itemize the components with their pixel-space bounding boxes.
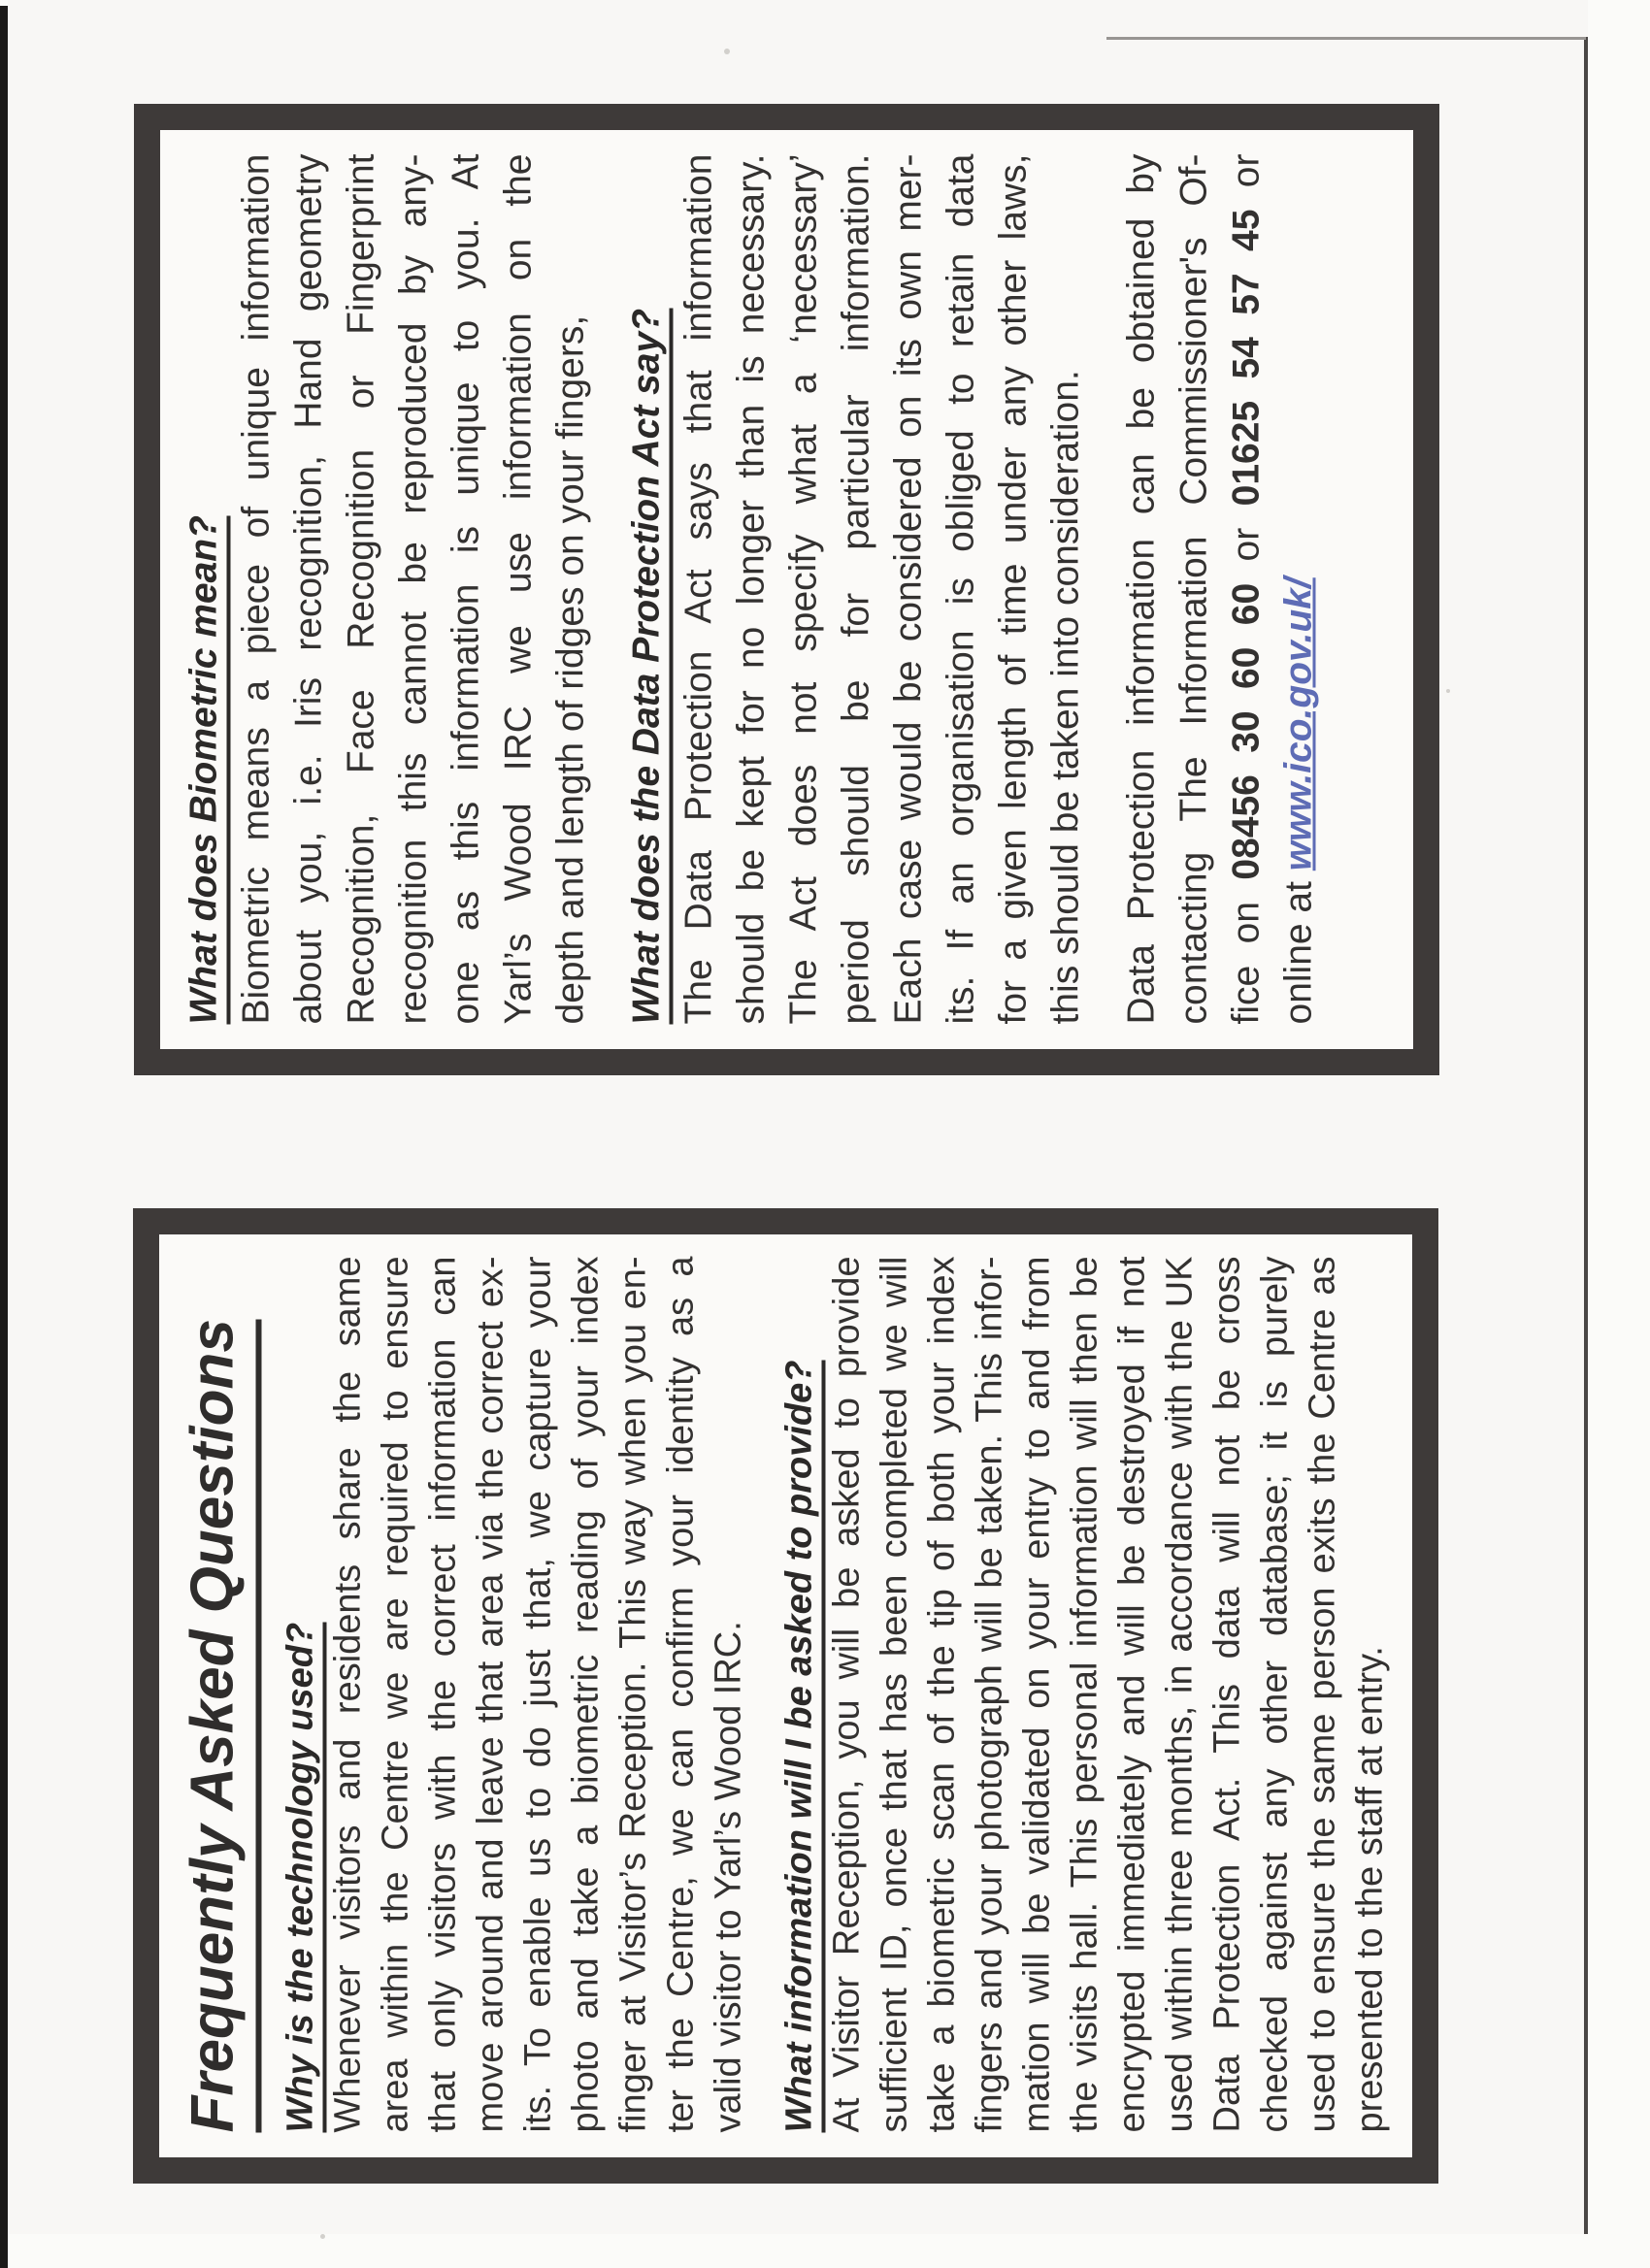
text-line: mation will be validated on your entry to and from — [1016, 1256, 1057, 2132]
faq-card — [133, 1208, 1438, 2184]
text-line: At Visitor Reception, you will be asked to provide — [826, 1256, 867, 2132]
text-line: Each case would be considered on its own mer- — [887, 153, 929, 1024]
text-line: valid visitor to Yarl’s Wood IRC. — [708, 1620, 748, 2132]
text-line: contacting The Information Commissioner's Of- — [1172, 153, 1214, 1024]
section-why-technology-used — [277, 1256, 752, 2132]
scan-speck — [724, 49, 730, 54]
text-line: presented to the staff at entry. — [1349, 1645, 1390, 2132]
section-heading — [620, 153, 673, 1024]
faq-card-rotated-content — [160, 1234, 1411, 2157]
scan-speck — [320, 2234, 325, 2239]
section-contact-info — [1115, 153, 1325, 1024]
text-line: Whenever visitors and residents share the same — [327, 1256, 368, 2132]
text-line: Yarl’s Wood IRC we use information on the — [497, 153, 539, 1024]
text-line: Recognition, Face Recognition or Fingerprint — [340, 153, 381, 1024]
text-line: online at www.ico.gov.uk/ — [1277, 576, 1319, 1024]
text-line: recognition this cannot be reproduced by any- — [392, 153, 434, 1024]
text-line: Data Protection information can be obtained by — [1120, 153, 1162, 1024]
text-line: one as this information is unique to you. At — [445, 153, 486, 1024]
section-body — [324, 1256, 752, 2132]
text-line: photo and take a biometric reading of your index — [565, 1256, 606, 2132]
section-body — [230, 153, 597, 1024]
phone-number: 08456 30 60 60 — [1225, 582, 1267, 880]
section-data-protection-act — [620, 153, 1092, 1024]
section-body — [673, 153, 1092, 1024]
page-title — [174, 1256, 251, 2132]
section-heading-text: What information will I be asked to provide? — [778, 1360, 825, 2132]
text-line: should be kept for no longer than is necessary. — [730, 153, 772, 1024]
section-biometric-mean — [178, 153, 597, 1024]
section-heading — [277, 1256, 324, 2132]
text-line: Data Protection Act. This data will not be cross — [1206, 1256, 1247, 2132]
section-body — [823, 1256, 1394, 2132]
text-line: its. If an organisation is obliged to retain data — [940, 153, 981, 1024]
scan-edge-left — [0, 6, 8, 2268]
section-heading — [178, 153, 230, 1024]
text-line: the visits hall. This personal information will then be — [1064, 1256, 1105, 2132]
text-line: move around and leave that area via the correct ex- — [470, 1256, 511, 2132]
section-heading-text: What does Biometric mean? — [182, 515, 230, 1024]
text-line: used to ensure the same person exits the Centre as — [1302, 1256, 1342, 2132]
page-title-text: Frequently Asked Questions — [179, 1319, 261, 2132]
ico-website-link[interactable]: www.ico.gov.uk/ — [1277, 576, 1319, 871]
section-body — [1115, 153, 1325, 1024]
text-line: encrypted immediately and will be destroyed if not — [1111, 1256, 1152, 2132]
text-line: sufficient ID, once that has been completed we will — [874, 1256, 914, 2132]
section-heading-text: What does the Data Protection Act say? — [625, 308, 673, 1024]
text-line: used within three months, in accordance with the UK — [1159, 1256, 1200, 2132]
text-line: this should be taken into consideration. — [1044, 369, 1086, 1024]
paper-edge-top — [1106, 37, 1586, 40]
text-line: finger at Visitor’s Reception. This way when you en- — [612, 1256, 653, 2132]
section-heading — [776, 1256, 823, 2132]
text-line: Biometric means a piece of unique information — [235, 153, 277, 1024]
text-line: depth and length of ridges on your fingers, — [549, 314, 591, 1024]
section-what-information-provide — [776, 1256, 1394, 2132]
text-line: area within the Centre we are required to ensure — [375, 1256, 415, 2132]
text-line: that only visitors with the correct information can — [422, 1256, 463, 2132]
biometric-info-card — [134, 104, 1439, 1075]
text-line: period should be for particular information. — [835, 153, 876, 1024]
text-line: about you, i.e. Iris recognition, Hand geometry — [287, 153, 329, 1024]
biometric-card-rotated-content — [160, 130, 1413, 1049]
scan-speck — [1446, 689, 1450, 693]
text-line: fingers and your photograph will be taken. This infor- — [969, 1256, 1009, 2132]
text-line: for a given length of time under any other laws, — [992, 153, 1034, 1024]
text-line: its. To enable us to do just that, we capture your — [517, 1256, 558, 2132]
text-line: ter the Centre, we can confirm your identity as a — [660, 1256, 701, 2132]
text-line: The Act does not specify what a ‘necessary’ — [782, 153, 824, 1024]
text-line: take a biometric scan of the tip of both your index — [921, 1256, 962, 2132]
paper-edge-right — [1584, 37, 1588, 2234]
section-heading-text: Why is the technology used? — [280, 1622, 326, 2132]
text-line: checked against any other database; it is purely — [1254, 1256, 1295, 2132]
text-line: The Data Protection Act says that information — [677, 153, 719, 1024]
phone-number: 01625 54 57 45 — [1225, 209, 1267, 506]
text-line: fice on 08456 30 60 60 or 01625 54 57 45 or — [1225, 153, 1267, 1024]
